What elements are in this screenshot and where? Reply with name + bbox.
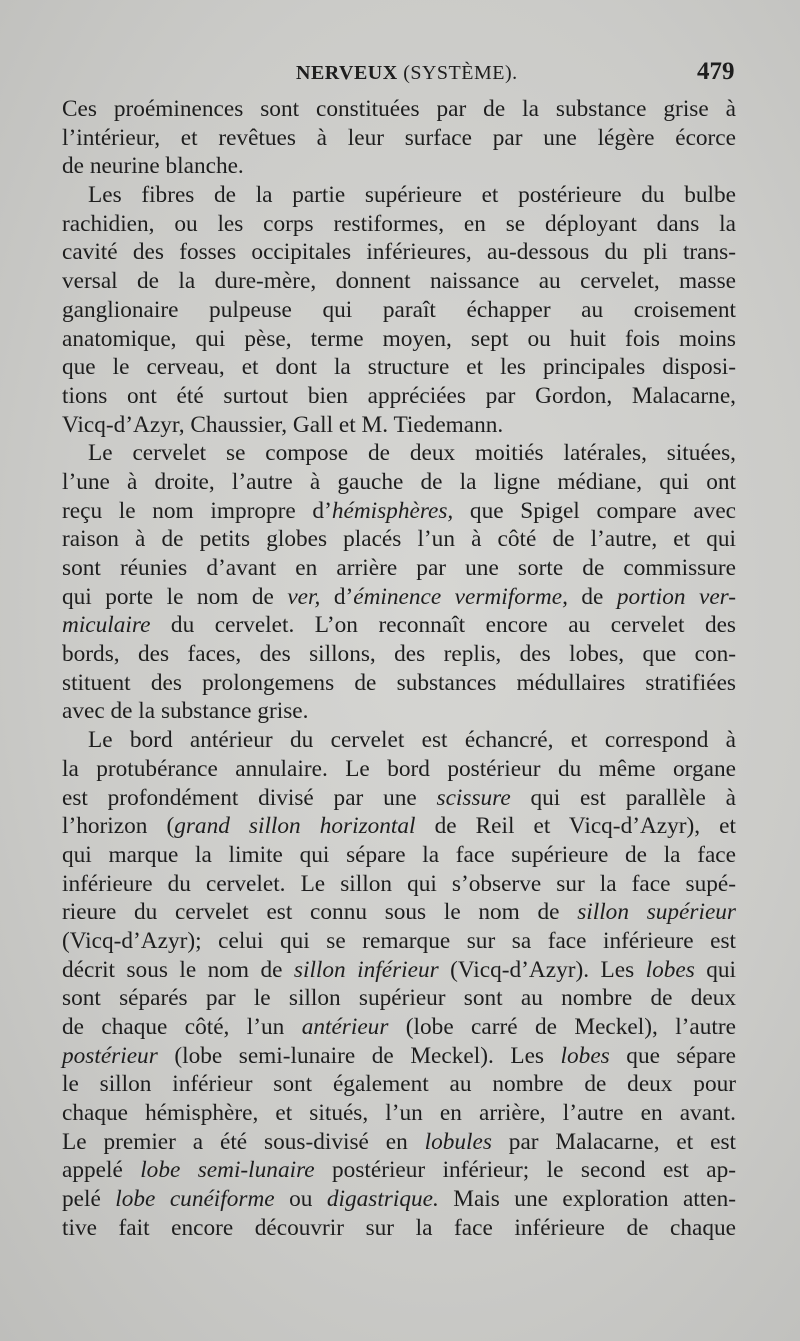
text-line — [62, 325, 736, 354]
text-line — [62, 1042, 736, 1071]
text-run: rachidien, ou les corps restiformes, en se déployant dans la — [62, 210, 736, 237]
text-run: de Reil et Vicq-d’Azyr), et — [415, 813, 736, 840]
text-run: l’horizon ( — [62, 813, 175, 840]
text-run: qui est parallèle à — [510, 784, 736, 811]
text-line — [62, 468, 736, 497]
paragraph — [62, 181, 736, 439]
italic-term: scissure — [436, 784, 511, 811]
text-run: Ces proéminences sont constituées par de la substance grise à — [62, 96, 736, 122]
text-run: tive fait encore découvrir sur la face inférieure de chaque — [62, 1214, 736, 1241]
text-run: Le bord antérieur du cervelet est échancré, et correspond à — [88, 727, 736, 754]
text-run: décrit sous le nom de — [62, 956, 294, 983]
text-line — [62, 1013, 736, 1042]
italic-term: hémisphères, — [331, 497, 454, 524]
italic-term: miculaire — [62, 612, 151, 639]
text-run: par Malacarne, et est — [491, 1128, 736, 1155]
italic-term: digastrique. — [326, 1186, 439, 1213]
text-run: inférieure du cervelet. Le sillon qui s’observe sur la face supé- — [62, 870, 736, 897]
text-run: ou — [274, 1186, 327, 1213]
italic-term: lobes — [645, 956, 695, 983]
running-head-title: NERVEUX — [296, 62, 398, 84]
text-run: sont réunies d’avant en arrière par une sorte de commissure — [62, 555, 736, 581]
text-line — [62, 697, 736, 726]
page-header — [0, 58, 800, 92]
text-line — [62, 927, 736, 956]
italic-term: lobules — [424, 1128, 492, 1155]
text-run: anatomique, qui pèse, terme moyen, sept ou huit fois moins — [62, 325, 736, 352]
running-head-subtitle: (SYSTÈME). — [403, 62, 518, 84]
text-run: reçu le nom impropre d’ — [62, 497, 332, 524]
text-run: qui porte le nom de — [62, 583, 288, 610]
italic-term: ver, — [287, 583, 321, 610]
text-line — [62, 95, 736, 124]
text-line — [62, 411, 736, 440]
italic-term: lobes — [560, 1042, 610, 1069]
text-run: de — [567, 583, 617, 610]
text-run: (lobe carré de Meckel), l’autre — [388, 1014, 736, 1040]
text-line — [62, 1128, 736, 1157]
text-line — [62, 726, 736, 755]
italic-term: lobe cunéiforme — [115, 1186, 275, 1213]
text-run: qui — [694, 956, 737, 983]
text-run: de chaque côté, l’un — [62, 1014, 302, 1040]
text-line — [62, 1214, 736, 1243]
text-line — [62, 525, 736, 554]
italic-term: postérieur — [62, 1042, 158, 1069]
text-run: (lobe semi-lunaire de Meckel). Les — [157, 1042, 561, 1069]
text-run: versal de la dure-mère, donnent naissance au cervelet, masse — [62, 268, 736, 295]
text-run: Vicq-d’Azyr, Chaussier, Gall et M. Tiedemann. — [62, 411, 504, 438]
text-run: qui marque la limite qui sépare la face supérieure de la face — [62, 841, 736, 868]
text-run: pelé — [62, 1186, 116, 1213]
text-line — [62, 1070, 736, 1099]
text-run: bords, des faces, des sillons, des replis, des lobes, que con- — [62, 641, 736, 668]
text-line — [62, 296, 736, 325]
italic-term: lobe semi-lunaire — [140, 1157, 315, 1184]
text-run: tions ont été surtout bien appréciées par Gordon, Malacarne, — [62, 382, 736, 409]
text-line — [62, 583, 736, 612]
text-line — [62, 1185, 736, 1214]
text-line — [62, 784, 736, 813]
text-line — [62, 210, 736, 239]
italic-term: éminence vermiforme, — [353, 583, 568, 610]
text-line — [62, 181, 736, 210]
text-line — [62, 124, 736, 153]
text-run: Les fibres de la partie supérieure et postérieure du bulbe — [88, 182, 736, 209]
italic-term: antérieur — [301, 1014, 389, 1040]
text-line — [62, 554, 736, 583]
text-line — [62, 497, 736, 526]
text-run: appelé — [62, 1157, 141, 1184]
running-head — [296, 62, 518, 85]
text-run: (Vicq-d’Azyr). Les — [438, 956, 646, 983]
text-line — [62, 755, 736, 784]
body-text — [62, 95, 736, 1243]
text-line — [62, 1156, 736, 1185]
text-run: postérieur inférieur; le second est ap- — [314, 1157, 737, 1184]
text-run: Le premier a été sous-divisé en — [62, 1128, 425, 1155]
text-line — [62, 984, 736, 1013]
italic-term: grand sillon horizontal — [174, 813, 416, 840]
text-line — [62, 267, 736, 296]
text-run: que le cerveau, et dont la structure et les principales disposi- — [62, 354, 736, 381]
text-run: l’intérieur, et revêtues à leur surface par une légère écorce — [62, 124, 736, 151]
text-line — [62, 870, 736, 899]
text-line — [62, 1099, 736, 1128]
text-run: du cervelet. L’on reconnaît encore au cervelet des — [150, 612, 736, 639]
text-run: la protubérance annulaire. Le bord postérieur du même organe — [62, 755, 736, 782]
text-line — [62, 898, 736, 927]
paragraph — [62, 95, 736, 181]
text-run: d’ — [320, 583, 354, 610]
text-run: le sillon inférieur sont également au nombre de deux pour — [62, 1071, 736, 1098]
text-line — [62, 669, 736, 698]
text-line — [62, 439, 736, 468]
text-run: que Spigel compare avec — [453, 497, 736, 524]
paragraph — [62, 726, 736, 1242]
text-line — [62, 640, 736, 669]
italic-term: portion ver- — [616, 583, 737, 610]
text-run: Mais une exploration atten- — [438, 1186, 736, 1213]
italic-term: sillon supérieur — [577, 899, 736, 926]
text-line — [62, 611, 736, 640]
text-line — [62, 382, 736, 411]
text-run: Le cervelet se compose de deux moitiés latérales, situées, — [88, 440, 736, 467]
text-run: que sépare — [609, 1042, 736, 1069]
text-run: (Vicq-d’Azyr); celui qui se remarque sur sa face inférieure est — [62, 927, 736, 954]
text-line — [62, 353, 736, 382]
text-run: rieure du cervelet est connu sous le nom de — [62, 899, 578, 926]
text-line — [62, 812, 736, 841]
text-line — [62, 152, 736, 181]
page-number: 479 — [697, 58, 735, 85]
italic-term: sillon inférieur — [293, 956, 439, 983]
text-run: sont séparés par le sillon supérieur sont au nombre de deux — [62, 985, 736, 1012]
text-run: stituent des prolongemens de substances médullaires stratifiées — [62, 669, 736, 696]
text-run: chaque hémisphère, et situés, l’un en arrière, l’autre en avant. — [62, 1100, 736, 1127]
text-run: avec de la substance grise. — [62, 698, 309, 725]
paragraph — [62, 439, 736, 726]
text-run: est profondément divisé par une — [62, 784, 437, 811]
text-run: ganglionaire pulpeuse qui paraît échapper au croisement — [62, 296, 736, 323]
text-run: de neurine blanche. — [62, 153, 244, 180]
text-run: cavité des fosses occipitales inférieures, au-dessous du pli trans- — [62, 239, 736, 266]
text-line — [62, 956, 736, 985]
text-line — [62, 841, 736, 870]
text-run: l’une à droite, l’autre à gauche de la ligne médiane, qui ont — [62, 468, 736, 495]
text-run: raison à de petits globes placés l’un à côté de l’autre, et qui — [62, 526, 736, 553]
text-line — [62, 238, 736, 267]
